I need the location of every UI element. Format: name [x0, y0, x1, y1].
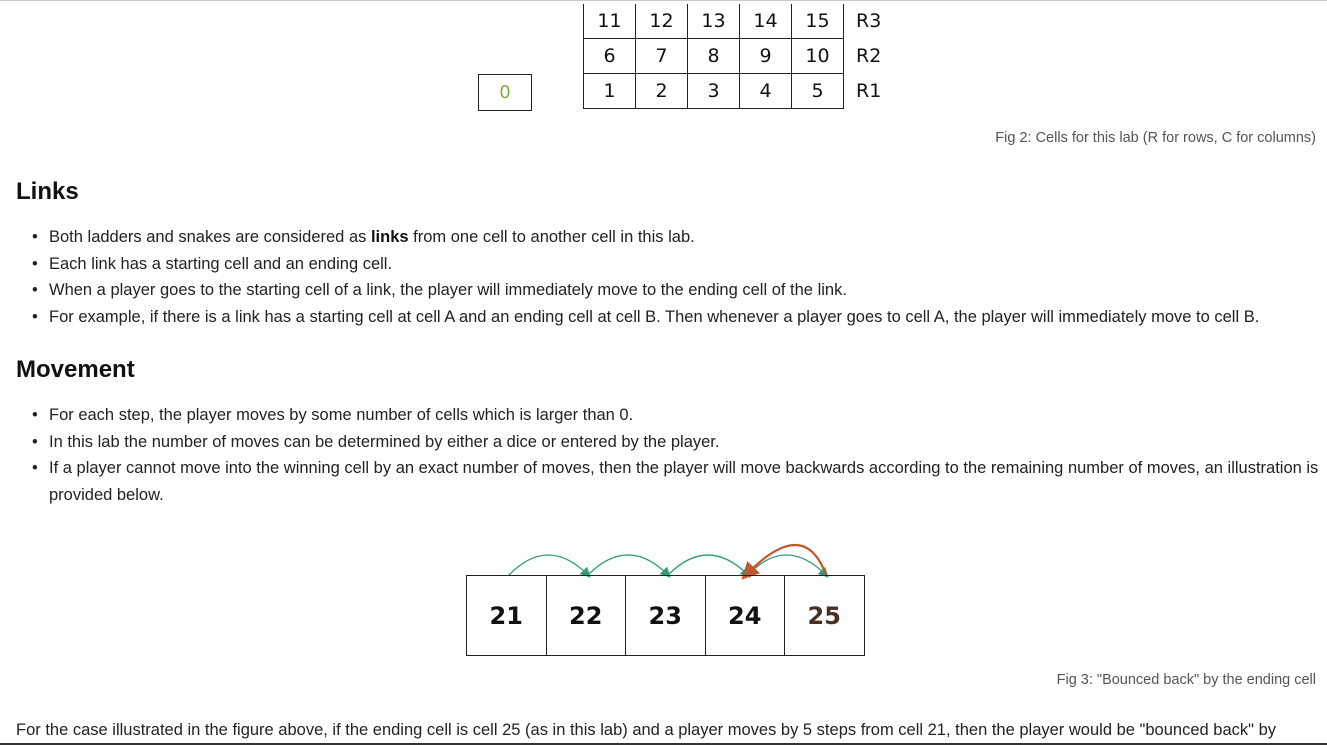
cell-strip	[466, 575, 865, 656]
grid-cell: 1	[584, 74, 636, 109]
top-divider	[0, 0, 1327, 1]
list-item: • When a player goes to the starting cell of a link, the player will immediately move to the ending cell of the link.	[49, 277, 1319, 304]
links-heading: Links	[16, 178, 79, 205]
list-item: • For example, if there is a link has a starting cell at cell A and an ending cell at cell B. Then whenever a player goes to cell A, the player will immediately move to cell B.	[49, 304, 1319, 331]
forward-arrow	[509, 555, 588, 575]
grid-cell: 6	[584, 39, 636, 74]
links-list	[0, 224, 1319, 330]
text-span: Both ladders and snakes are considered as	[49, 228, 371, 246]
grid-cell: 14	[740, 4, 792, 39]
list-item: • Each link has a starting cell and an ending cell.	[49, 251, 1319, 278]
start-cell-zero: 0	[478, 74, 532, 111]
strip-cell: 23	[626, 576, 706, 655]
forward-arrow	[668, 555, 748, 575]
grid-cell: 8	[688, 39, 740, 74]
strip-cell: 21	[467, 576, 547, 655]
fig3-caption: Fig 3: "Bounced back" by the ending cell	[1056, 672, 1316, 688]
movement-heading: Movement	[16, 356, 135, 383]
grid-row-r2	[584, 39, 897, 74]
movement-list	[0, 402, 1319, 508]
list-item	[49, 224, 1319, 251]
grid-cell: 11	[584, 4, 636, 39]
bounce-back-arrow	[746, 545, 826, 575]
grid-cell: 10	[792, 39, 844, 74]
grid-row-r3	[584, 4, 897, 39]
row-label: R2	[856, 45, 882, 67]
strip-cell: 25	[807, 601, 841, 630]
cells-grid	[583, 4, 897, 109]
fig2-caption: Fig 2: Cells for this lab (R for rows, C for columns)	[995, 130, 1316, 146]
strip-cell: 24	[706, 576, 786, 655]
forward-arrow	[588, 555, 668, 575]
grid-cell: 4	[740, 74, 792, 109]
text-span: from one cell to another cell in this lab.	[408, 228, 695, 246]
list-item: • If a player cannot move into the winning cell by an exact number of moves, then the player will move backwards according to the remaining number of moves, an illustration is provided below.	[49, 455, 1319, 508]
row-label: R1	[856, 80, 882, 102]
grid-cell: 2	[636, 74, 688, 109]
strip-cell: 22	[547, 576, 627, 655]
grid-cell: 9	[740, 39, 792, 74]
grid-cell: 7	[636, 39, 688, 74]
grid-cell: 3	[688, 74, 740, 109]
grid-cell: 13	[688, 4, 740, 39]
list-item: • For each step, the player moves by some number of cells which is larger than 0.	[49, 402, 1319, 429]
grid-cell: 12	[636, 4, 688, 39]
bold-term: links	[370, 228, 409, 246]
grid-row-r1	[584, 74, 897, 109]
forward-arrow	[748, 555, 826, 575]
grid-cell: 5	[792, 74, 844, 109]
list-item: • In this lab the number of moves can be determined by either a dice or entered by the player.	[49, 429, 1319, 456]
paragraph: For the case illustrated in the figure above, if the ending cell is cell 25 (as in this lab) and a player moves by 5 steps from cell 21, then the player would be "bounced back" by	[16, 721, 1276, 739]
grid-cell: 15	[792, 4, 844, 39]
row-label: R3	[856, 10, 882, 33]
